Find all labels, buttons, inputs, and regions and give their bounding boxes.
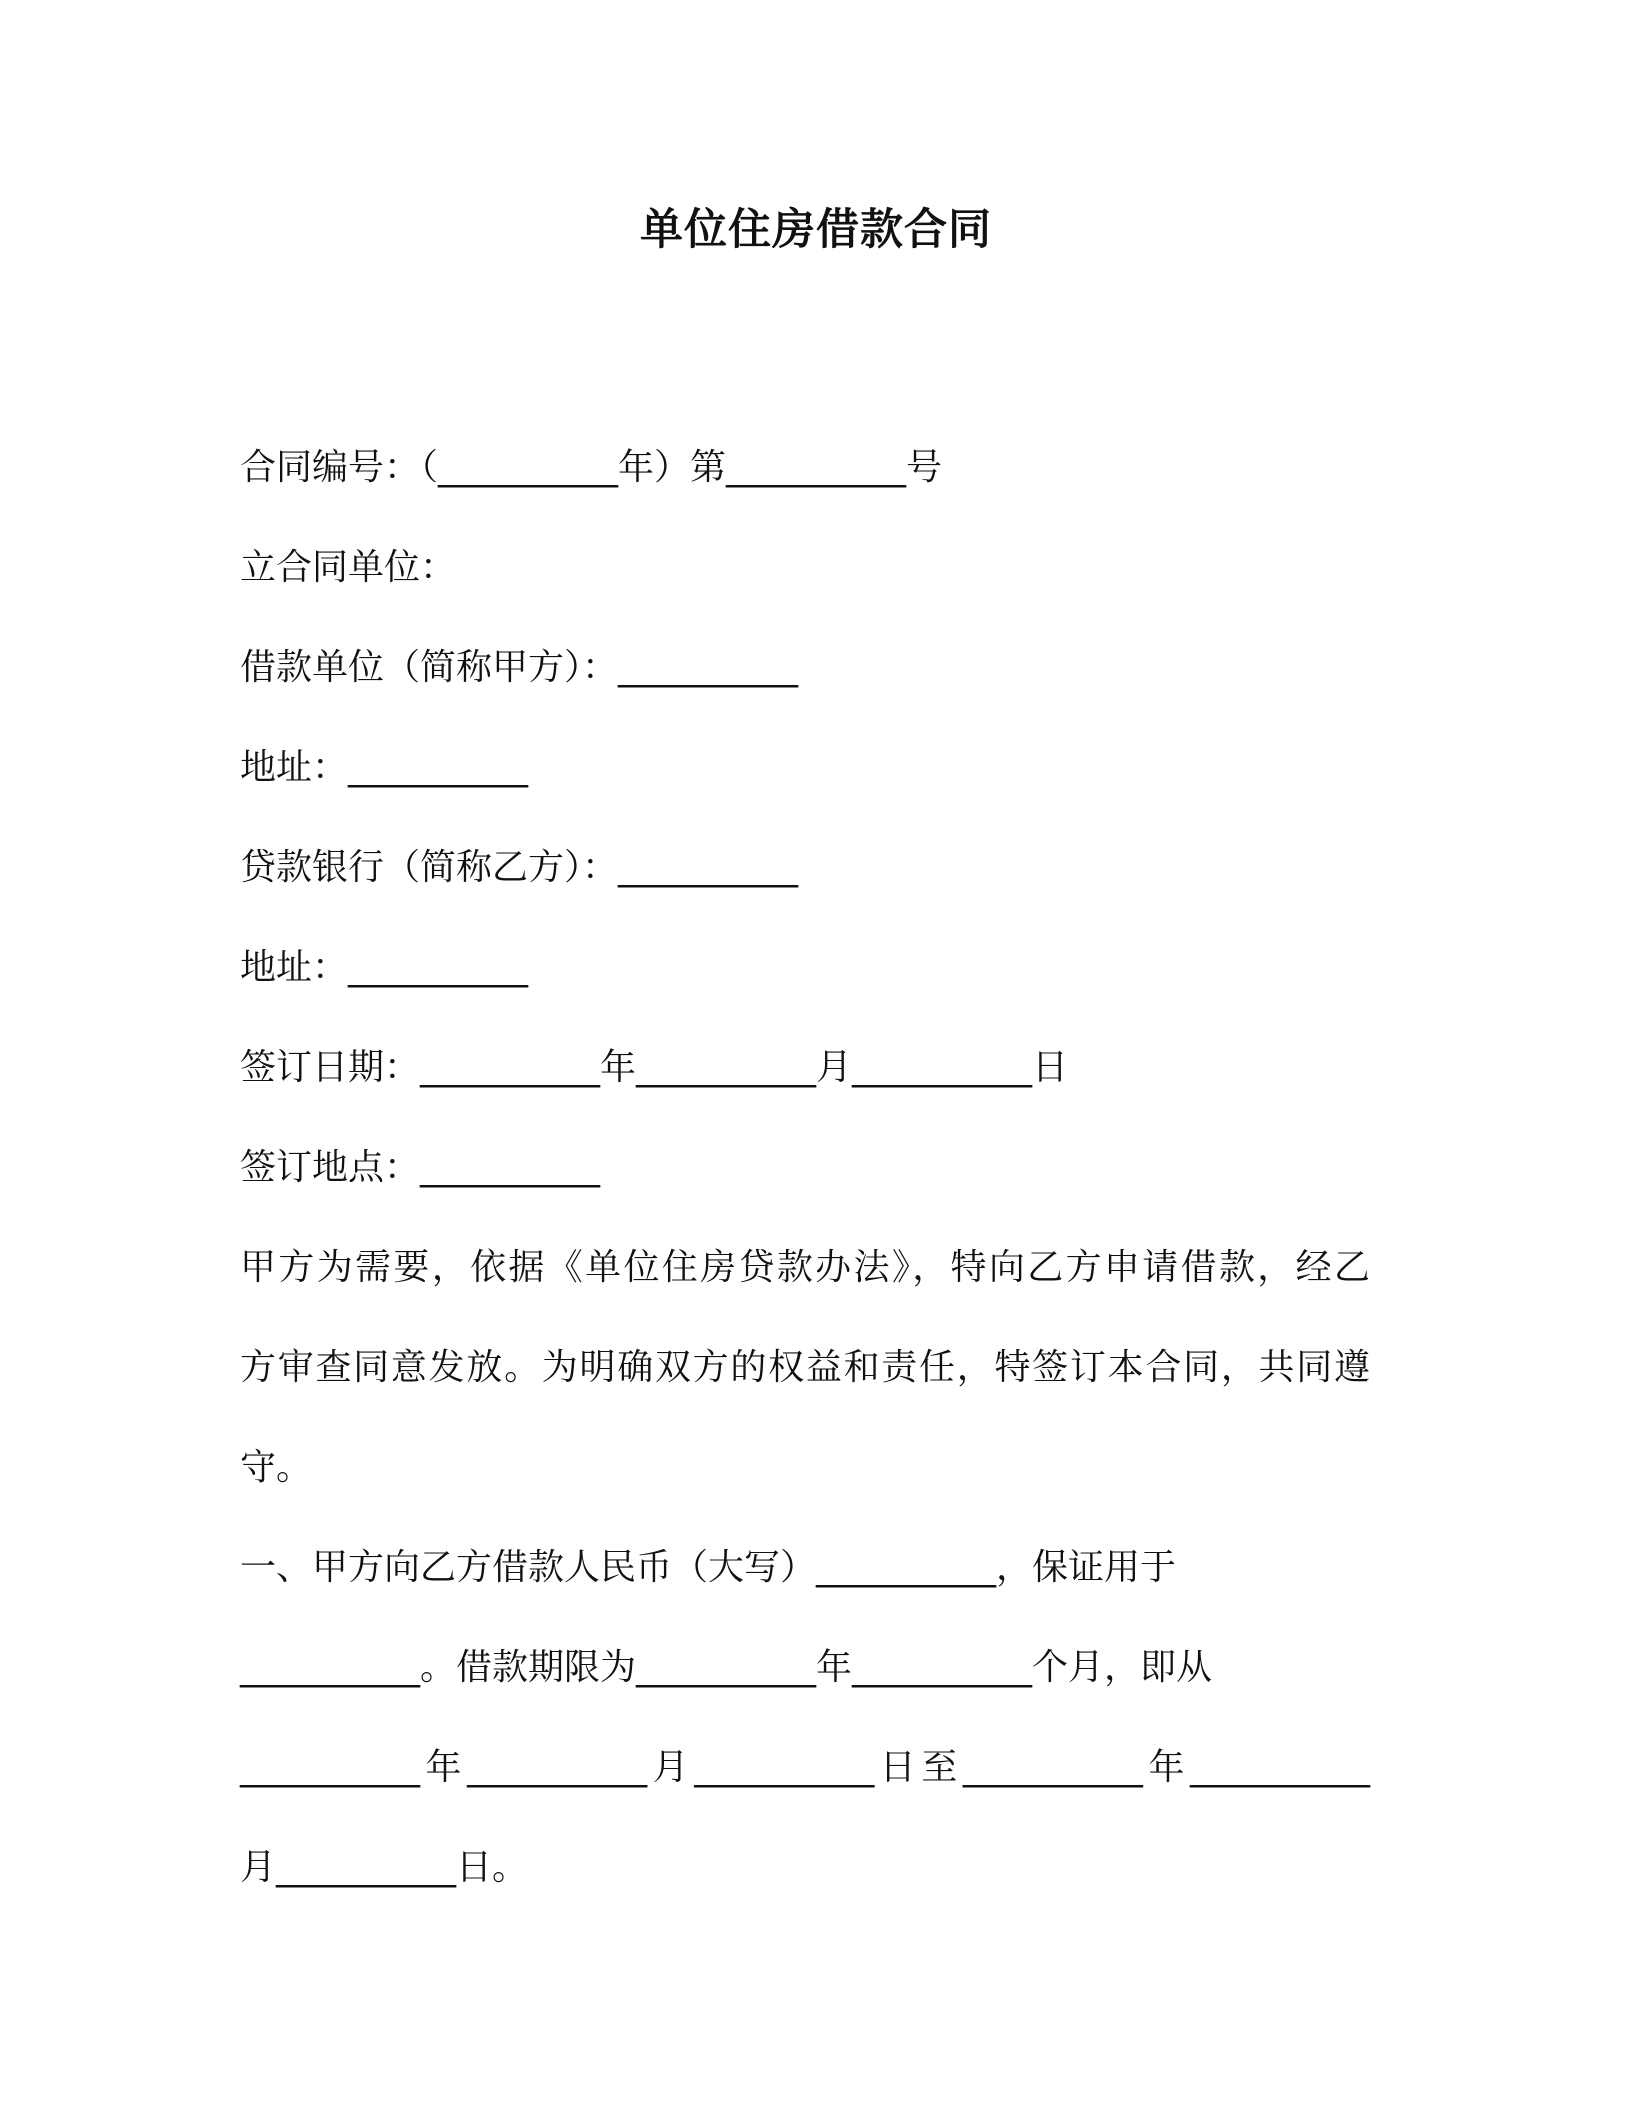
preamble-line-2: 方审查同意发放。为明确双方的权益和责任，特签订本合同，共同遵: [240, 1347, 1370, 1388]
lender-bank-line: 贷款银行（简称乙方）：__________: [240, 847, 799, 888]
borrower-line: 借款单位（简称甲方）：__________: [240, 647, 799, 688]
document-title: 单位住房借款合同: [640, 205, 992, 255]
document-body: [240, 418, 1370, 1918]
borrower-address-line: 地址：__________: [240, 747, 529, 788]
contracting-parties-heading: 立合同单位：: [240, 547, 457, 588]
clause-one-line-3: __________年__________月__________日至__________年__________: [240, 1747, 1370, 1788]
clause-one-line-1: 一、甲方向乙方借款人民币（大写）__________，保证用于: [240, 1547, 1177, 1588]
clause-one-line-4: 月__________日。: [240, 1847, 529, 1888]
lender-address-line: 地址：__________: [240, 947, 529, 988]
preamble-line-1: 甲方为需要，依据《单位住房贷款办法》，特向乙方申请借款，经乙: [240, 1247, 1370, 1288]
clause-one-line-2: __________。借款期限为__________年__________个月，即从: [240, 1647, 1213, 1688]
preamble-line-3: 守。: [240, 1447, 313, 1488]
contract-number-line: 合同编号：（__________年）第__________号: [240, 447, 943, 488]
signing-place-line: 签订地点：__________: [240, 1147, 601, 1188]
signing-date-line: 签订日期：__________年__________月__________日: [240, 1047, 1069, 1088]
